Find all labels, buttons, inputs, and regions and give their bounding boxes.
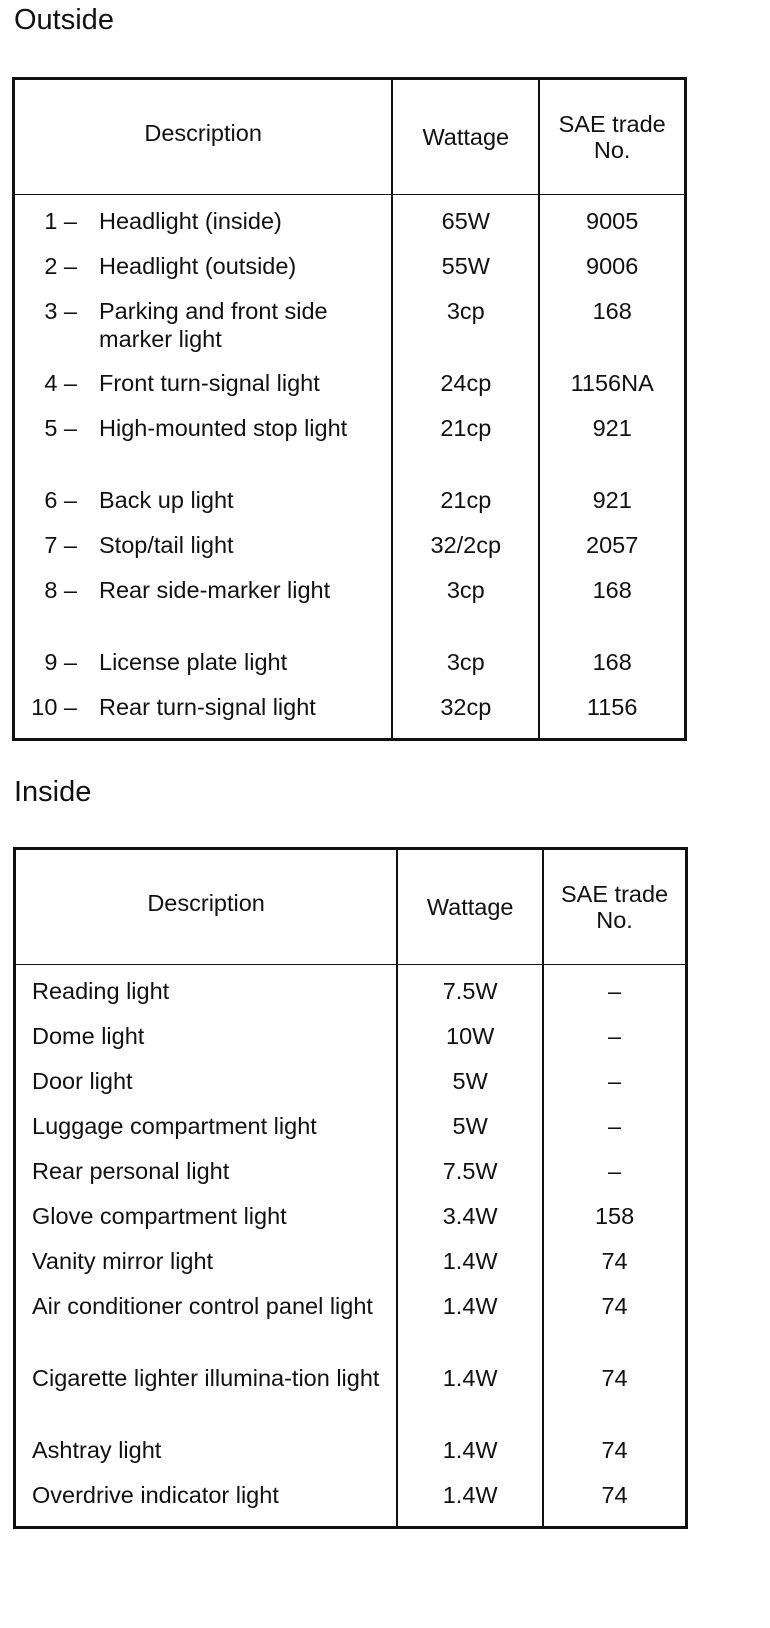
table-row [14, 252, 686, 297]
wattage-cell: 65W [392, 195, 539, 253]
description-cell [14, 414, 393, 486]
sae-cell: 74 [543, 1247, 686, 1292]
table-row [15, 1247, 687, 1292]
item-description: Rear side-marker light [99, 577, 331, 603]
table-row [14, 576, 686, 648]
item-description: Back up light [99, 487, 234, 513]
description-cell [15, 965, 398, 1023]
wattage-cell: 32cp [392, 693, 539, 740]
outside-bulb-table [12, 77, 687, 741]
table-row [15, 1157, 687, 1202]
wattage-cell: 32/2cp [392, 531, 539, 576]
sae-cell: – [543, 1157, 686, 1202]
wattage-cell: 21cp [392, 486, 539, 531]
item-description: License plate light [99, 649, 288, 675]
item-description: Luggage compartment light [32, 1113, 317, 1139]
description-cell [14, 693, 393, 740]
description-cell [14, 252, 393, 297]
description-cell [14, 531, 393, 576]
description-cell [15, 1364, 398, 1436]
wattage-cell: 21cp [392, 414, 539, 486]
sae-cell: 9005 [539, 195, 685, 253]
sae-cell: – [543, 1022, 686, 1067]
sae-cell: 158 [543, 1202, 686, 1247]
sae-cell: 74 [543, 1481, 686, 1528]
wattage-cell: 1.4W [397, 1364, 543, 1436]
item-number: 6 – [44, 487, 77, 513]
outside-heading: Outside [14, 4, 114, 36]
item-description: Front turn-signal light [99, 370, 320, 396]
item-description: Glove compartment light [32, 1203, 287, 1229]
item-description: Reading light [32, 978, 170, 1004]
sae-cell: 168 [539, 648, 685, 693]
wattage-cell: 3cp [392, 648, 539, 693]
sae-cell: 168 [539, 297, 685, 369]
description-cell [14, 297, 393, 369]
wattage-cell: 10W [397, 1022, 543, 1067]
wattage-cell: 1.4W [397, 1481, 543, 1528]
item-description: Air conditioner control panel light [32, 1293, 373, 1319]
table-row [15, 1022, 687, 1067]
item-number: 4 – [44, 370, 77, 396]
description-cell [15, 1436, 398, 1481]
item-description: Cigarette lighter illumina-tion light [32, 1365, 380, 1391]
sae-cell: 9006 [539, 252, 685, 297]
item-number: 5 – [44, 415, 77, 441]
wattage-cell: 1.4W [397, 1292, 543, 1364]
sae-cell: – [543, 1112, 686, 1157]
item-number: 10 – [31, 694, 77, 720]
wattage-cell: 3.4W [397, 1202, 543, 1247]
header-wattage: Wattage [397, 849, 543, 965]
item-description: Headlight (outside) [99, 253, 297, 279]
description-cell [15, 1481, 398, 1528]
header-description: Description [15, 849, 398, 965]
item-description: Stop/tail light [99, 532, 234, 558]
table-row [14, 414, 686, 486]
table-row [15, 1112, 687, 1157]
sae-cell: 74 [543, 1436, 686, 1481]
sae-cell: 168 [539, 576, 685, 648]
item-description: High-mounted stop light [99, 415, 348, 441]
item-description: Rear turn-signal light [99, 694, 316, 720]
inside-heading: Inside [14, 776, 92, 808]
sae-cell: 921 [539, 486, 685, 531]
description-cell [14, 576, 393, 648]
table-row [15, 1202, 687, 1247]
description-cell [14, 486, 393, 531]
item-description: Dome light [32, 1023, 145, 1049]
wattage-cell: 1.4W [397, 1247, 543, 1292]
table-row [15, 1067, 687, 1112]
sae-cell: 1156NA [539, 369, 685, 414]
table-row [15, 1481, 687, 1528]
table-row [15, 1292, 687, 1364]
wattage-cell: 1.4W [397, 1436, 543, 1481]
description-cell [14, 369, 393, 414]
wattage-cell: 5W [397, 1067, 543, 1112]
table-row [15, 1364, 687, 1436]
item-number: 2 – [44, 253, 77, 279]
item-description: Overdrive indicator light [32, 1482, 279, 1508]
sae-cell: – [543, 1067, 686, 1112]
table-row [14, 195, 686, 253]
sae-cell: 74 [543, 1364, 686, 1436]
wattage-cell: 5W [397, 1112, 543, 1157]
wattage-cell: 7.5W [397, 1157, 543, 1202]
description-cell [14, 648, 393, 693]
header-sae: SAE trade No. [543, 849, 686, 965]
sae-cell: 1156 [539, 693, 685, 740]
description-cell [15, 1157, 398, 1202]
table-row [14, 369, 686, 414]
inside-bulb-table [13, 847, 688, 1529]
item-description: Door light [32, 1068, 133, 1094]
description-cell [14, 195, 393, 253]
item-description: Rear personal light [32, 1158, 230, 1184]
item-number: 3 – [44, 298, 77, 324]
description-cell [15, 1247, 398, 1292]
sae-cell: 74 [543, 1292, 686, 1364]
item-number: 1 – [44, 208, 77, 234]
item-description: Ashtray light [32, 1437, 162, 1463]
sae-cell: 921 [539, 414, 685, 486]
table-row [15, 965, 687, 1023]
item-number: 9 – [44, 649, 77, 675]
description-cell [15, 1202, 398, 1247]
table-row [14, 648, 686, 693]
header-wattage: Wattage [392, 79, 539, 195]
table-row [14, 486, 686, 531]
table-row [14, 693, 686, 740]
wattage-cell: 24cp [392, 369, 539, 414]
description-cell [15, 1067, 398, 1112]
wattage-cell: 3cp [392, 297, 539, 369]
description-cell [15, 1112, 398, 1157]
header-description: Description [14, 79, 393, 195]
description-cell [15, 1292, 398, 1364]
item-description: Vanity mirror light [32, 1248, 214, 1274]
table-row [14, 531, 686, 576]
item-number: 8 – [44, 577, 77, 603]
description-cell [15, 1022, 398, 1067]
table-row [15, 1436, 687, 1481]
wattage-cell: 3cp [392, 576, 539, 648]
item-description: Headlight (inside) [99, 208, 282, 234]
header-sae: SAE trade No. [539, 79, 685, 195]
wattage-cell: 55W [392, 252, 539, 297]
item-description: Parking and front side marker light [99, 298, 328, 352]
item-number: 7 – [44, 532, 77, 558]
sae-cell: 2057 [539, 531, 685, 576]
sae-cell: – [543, 965, 686, 1023]
wattage-cell: 7.5W [397, 965, 543, 1023]
table-row [14, 297, 686, 369]
